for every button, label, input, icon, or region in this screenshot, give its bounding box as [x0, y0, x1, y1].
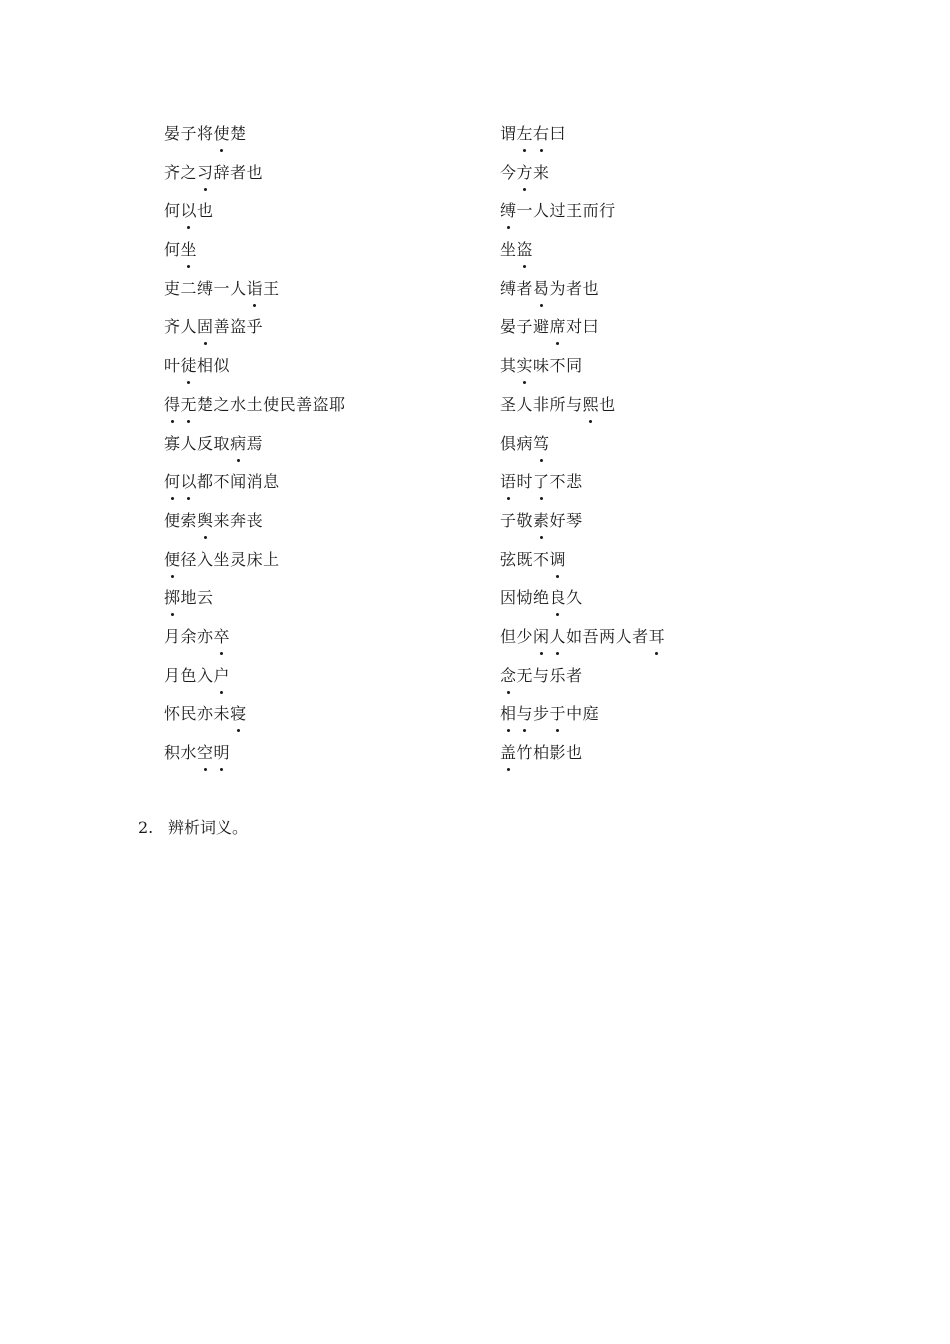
char: 不 [549, 356, 567, 376]
char: 所 [549, 394, 567, 414]
phrase-left [164, 548, 500, 572]
char: 不 [549, 472, 567, 492]
char: 吾 [582, 626, 600, 646]
phrase-row [164, 509, 764, 548]
phrase-right [500, 432, 764, 456]
phrase-left [164, 432, 500, 456]
emphasized-char: 右 [533, 122, 550, 146]
phrase-row [164, 354, 764, 393]
char: 王 [263, 278, 280, 298]
phrase-row [164, 741, 764, 780]
char: 相 [197, 356, 214, 376]
char: 齐 [164, 317, 181, 337]
phrase-right [500, 586, 764, 610]
char: 时 [516, 472, 534, 492]
char: 床 [246, 549, 264, 569]
char: 息 [263, 472, 280, 492]
emphasized-char: 坐 [181, 238, 198, 262]
emphasized-char: 笃 [533, 432, 550, 456]
char: 也 [599, 394, 616, 414]
char: 也 [582, 278, 600, 298]
char: 竹 [516, 743, 534, 762]
emphasized-char: 左 [517, 122, 534, 146]
char: 楚 [230, 124, 247, 143]
char: 善 [213, 317, 231, 337]
emphasized-char: 缚 [500, 199, 517, 223]
phrase-left [164, 315, 500, 339]
emphasized-char: 卒 [214, 625, 231, 649]
char: 者 [516, 278, 534, 298]
char: 便 [164, 510, 181, 530]
emphasized-char: 实 [517, 354, 534, 378]
char: 坐 [500, 240, 517, 260]
char: 齐 [164, 162, 181, 182]
phrase-right [500, 548, 764, 572]
char: 恸 [516, 588, 534, 608]
char: 子 [500, 510, 517, 530]
phrase-grid [164, 122, 764, 780]
char: 也 [566, 743, 583, 762]
emphasized-char: 病 [230, 432, 247, 456]
char: 柏 [533, 743, 550, 762]
char: 来 [533, 162, 550, 182]
char: 不 [533, 549, 550, 569]
char: 少 [516, 626, 534, 646]
char: 两 [599, 626, 616, 646]
emphasized-char: 空 [197, 741, 214, 765]
char: 其 [500, 356, 517, 376]
emphasized-char: 徒 [181, 354, 198, 378]
char: 今 [500, 162, 517, 182]
emphasized-char: 方 [517, 161, 534, 185]
emphasized-char: 便 [164, 548, 181, 572]
emphasized-char: 以 [181, 470, 198, 494]
char: 消 [246, 472, 264, 492]
char: 索 [180, 510, 198, 530]
emphasized-char: 寝 [230, 702, 247, 726]
char: 弦 [500, 549, 517, 569]
char: 晏 [500, 317, 517, 337]
emphasized-char: 与 [517, 702, 534, 726]
phrase-right [500, 354, 764, 378]
phrase-right [500, 509, 764, 533]
emphasized-char: 相 [500, 702, 517, 726]
char: 也 [197, 201, 214, 221]
phrase-right [500, 161, 764, 185]
char: 人 [180, 433, 198, 453]
phrase-row [164, 432, 764, 471]
phrase-row [164, 393, 764, 432]
char: 人 [533, 201, 550, 221]
emphasized-char: 人 [550, 625, 567, 649]
char: 乎 [246, 317, 264, 337]
emphasized-char: 盗 [517, 238, 534, 262]
phrase-row [164, 586, 764, 625]
char: 人 [180, 317, 198, 337]
char: 二 [180, 278, 198, 298]
char: 焉 [246, 433, 264, 453]
char: 水 [230, 394, 247, 414]
char: 一 [516, 201, 534, 221]
char: 都 [197, 472, 214, 492]
char: 中 [566, 704, 583, 724]
phrase-right [500, 702, 764, 726]
char: 味 [533, 356, 550, 376]
phrase-row [164, 122, 764, 161]
char: 盗 [312, 394, 330, 414]
phrase-left [164, 122, 500, 146]
char: 亦 [197, 626, 214, 646]
char: 径 [180, 549, 198, 569]
char: 同 [566, 356, 583, 376]
char: 丧 [246, 510, 264, 530]
phrase-left [164, 664, 500, 688]
phrase-right [500, 741, 764, 765]
char: 月 [164, 626, 181, 646]
phrase-left [164, 161, 500, 185]
char: 悲 [566, 472, 583, 492]
phrase-left [164, 238, 500, 262]
char: 将 [197, 124, 214, 143]
emphasized-char: 使 [214, 122, 231, 146]
char: 吏 [164, 278, 181, 298]
char: 对 [566, 317, 583, 337]
emphasized-char: 以 [181, 199, 198, 223]
emphasized-char: 耳 [649, 625, 666, 649]
phrase-row [164, 625, 764, 664]
phrase-row [164, 664, 764, 703]
char: 为 [549, 278, 567, 298]
emphasized-char: 语 [500, 470, 517, 494]
phrase-left [164, 741, 500, 765]
char: 灵 [230, 549, 247, 569]
phrase-left [164, 625, 500, 649]
char: 反 [197, 433, 214, 453]
char: 取 [213, 433, 231, 453]
phrase-left [164, 702, 500, 726]
char: 不 [213, 472, 231, 492]
phrase-right [500, 315, 764, 339]
emphasized-char: 无 [181, 393, 198, 417]
char: 色 [180, 665, 198, 685]
char: 来 [213, 510, 231, 530]
phrase-left [164, 393, 500, 417]
char: 之 [180, 162, 198, 182]
char: 缚 [500, 278, 517, 298]
char: 云 [197, 588, 214, 608]
emphasized-char: 念 [500, 664, 517, 688]
emphasized-char: 席 [550, 315, 567, 339]
char: 民 [180, 704, 198, 724]
phrase-left [164, 470, 500, 494]
char: 人 [516, 394, 534, 414]
char: 子 [516, 317, 534, 337]
char: 余 [180, 626, 198, 646]
emphasized-char: 盖 [500, 741, 517, 765]
phrase-right [500, 393, 764, 417]
emphasized-char: 闲 [533, 625, 550, 649]
char: 楚 [197, 394, 214, 414]
char: 谓 [500, 124, 517, 143]
char: 但 [500, 626, 517, 646]
char: 曰 [582, 317, 600, 337]
phrase-right [500, 122, 764, 146]
phrase-left [164, 509, 500, 533]
char: 好 [549, 510, 567, 530]
char: 奔 [230, 510, 247, 530]
phrase-row [164, 470, 764, 509]
char: 无 [516, 665, 534, 685]
char: 月 [164, 665, 181, 685]
char: 因 [500, 588, 517, 608]
emphasized-char: 素 [533, 509, 550, 533]
char: 善 [296, 394, 313, 414]
phrase-right [500, 470, 764, 494]
char: 耶 [329, 394, 346, 414]
char: 与 [533, 665, 550, 685]
emphasized-char: 诣 [247, 277, 264, 301]
emphasized-char: 曷 [533, 277, 550, 301]
char: 一 [213, 278, 231, 298]
char: 行 [599, 201, 616, 221]
char: 久 [566, 588, 583, 608]
phrase-row [164, 161, 764, 200]
char: 圣 [500, 394, 517, 414]
char: 之 [213, 394, 231, 414]
char: 未 [213, 704, 231, 724]
char: 土 [246, 394, 264, 414]
char: 缚 [197, 278, 214, 298]
char: 如 [566, 626, 583, 646]
char: 何 [164, 201, 181, 221]
char: 庭 [582, 704, 600, 724]
char: 病 [516, 433, 534, 453]
char: 而 [582, 201, 600, 221]
phrase-row [164, 315, 764, 354]
phrase-row [164, 702, 764, 741]
char: 既 [516, 549, 534, 569]
emphasized-char: 得 [164, 393, 181, 417]
phrase-row [164, 277, 764, 316]
char: 避 [533, 317, 550, 337]
char: 辞 [213, 162, 231, 182]
phrase-left [164, 199, 500, 223]
emphasized-char: 固 [197, 315, 214, 339]
emphasized-char: 舆 [197, 509, 214, 533]
char: 寡 [164, 433, 181, 453]
char: 影 [549, 743, 567, 762]
char: 坐 [213, 549, 231, 569]
char: 过 [549, 201, 567, 221]
phrase-row [164, 238, 764, 277]
phrase-left [164, 354, 500, 378]
char: 乐 [549, 665, 567, 685]
emphasized-char: 户 [214, 664, 231, 688]
char: 琴 [566, 510, 583, 530]
char: 怀 [164, 704, 181, 724]
char: 叶 [164, 356, 181, 376]
char: 积 [164, 743, 181, 762]
char: 似 [213, 356, 231, 376]
phrase-row [164, 548, 764, 587]
char: 人 [230, 278, 247, 298]
phrase-right [500, 664, 764, 688]
char: 使 [263, 394, 280, 414]
char: 何 [164, 240, 181, 260]
char: 者 [566, 278, 583, 298]
char: 王 [566, 201, 583, 221]
emphasized-char: 熙 [583, 393, 600, 417]
phrase-right [500, 238, 764, 262]
phrase-left [164, 586, 500, 610]
char: 俱 [500, 433, 517, 453]
char: 也 [246, 162, 264, 182]
char: 步 [533, 704, 550, 724]
char: 曰 [549, 124, 567, 143]
emphasized-char: 明 [214, 741, 231, 765]
emphasized-char: 良 [550, 586, 567, 610]
char: 绝 [533, 588, 550, 608]
char: 民 [279, 394, 297, 414]
phrase-right [500, 199, 764, 223]
emphasized-char: 了 [533, 470, 550, 494]
char: 者 [230, 162, 247, 182]
char: 上 [263, 549, 280, 569]
emphasized-char: 掷 [164, 586, 181, 610]
phrase-row [164, 199, 764, 238]
char: 敬 [516, 510, 534, 530]
question-2 [138, 816, 248, 840]
emphasized-char: 何 [164, 470, 181, 494]
char: 人 [615, 626, 633, 646]
char: 者 [566, 665, 583, 685]
phrase-right [500, 625, 764, 649]
emphasized-char: 于 [550, 702, 567, 726]
char: 晏 [164, 124, 181, 143]
char: 入 [197, 665, 214, 685]
char: 闻 [230, 472, 247, 492]
phrase-right [500, 277, 764, 301]
char: 者 [632, 626, 649, 646]
char: 子 [180, 124, 198, 143]
char: 地 [180, 588, 198, 608]
char: 与 [566, 394, 583, 414]
question-number: 2. [138, 818, 154, 837]
char: 水 [180, 743, 198, 762]
char: 入 [197, 549, 214, 569]
emphasized-char: 调 [550, 548, 567, 572]
phrase-left [164, 277, 500, 301]
char: 亦 [197, 704, 214, 724]
question-text: 辨析词义。 [168, 818, 249, 837]
emphasized-char: 习 [197, 161, 214, 185]
char: 盗 [230, 317, 247, 337]
char: 非 [533, 394, 550, 414]
